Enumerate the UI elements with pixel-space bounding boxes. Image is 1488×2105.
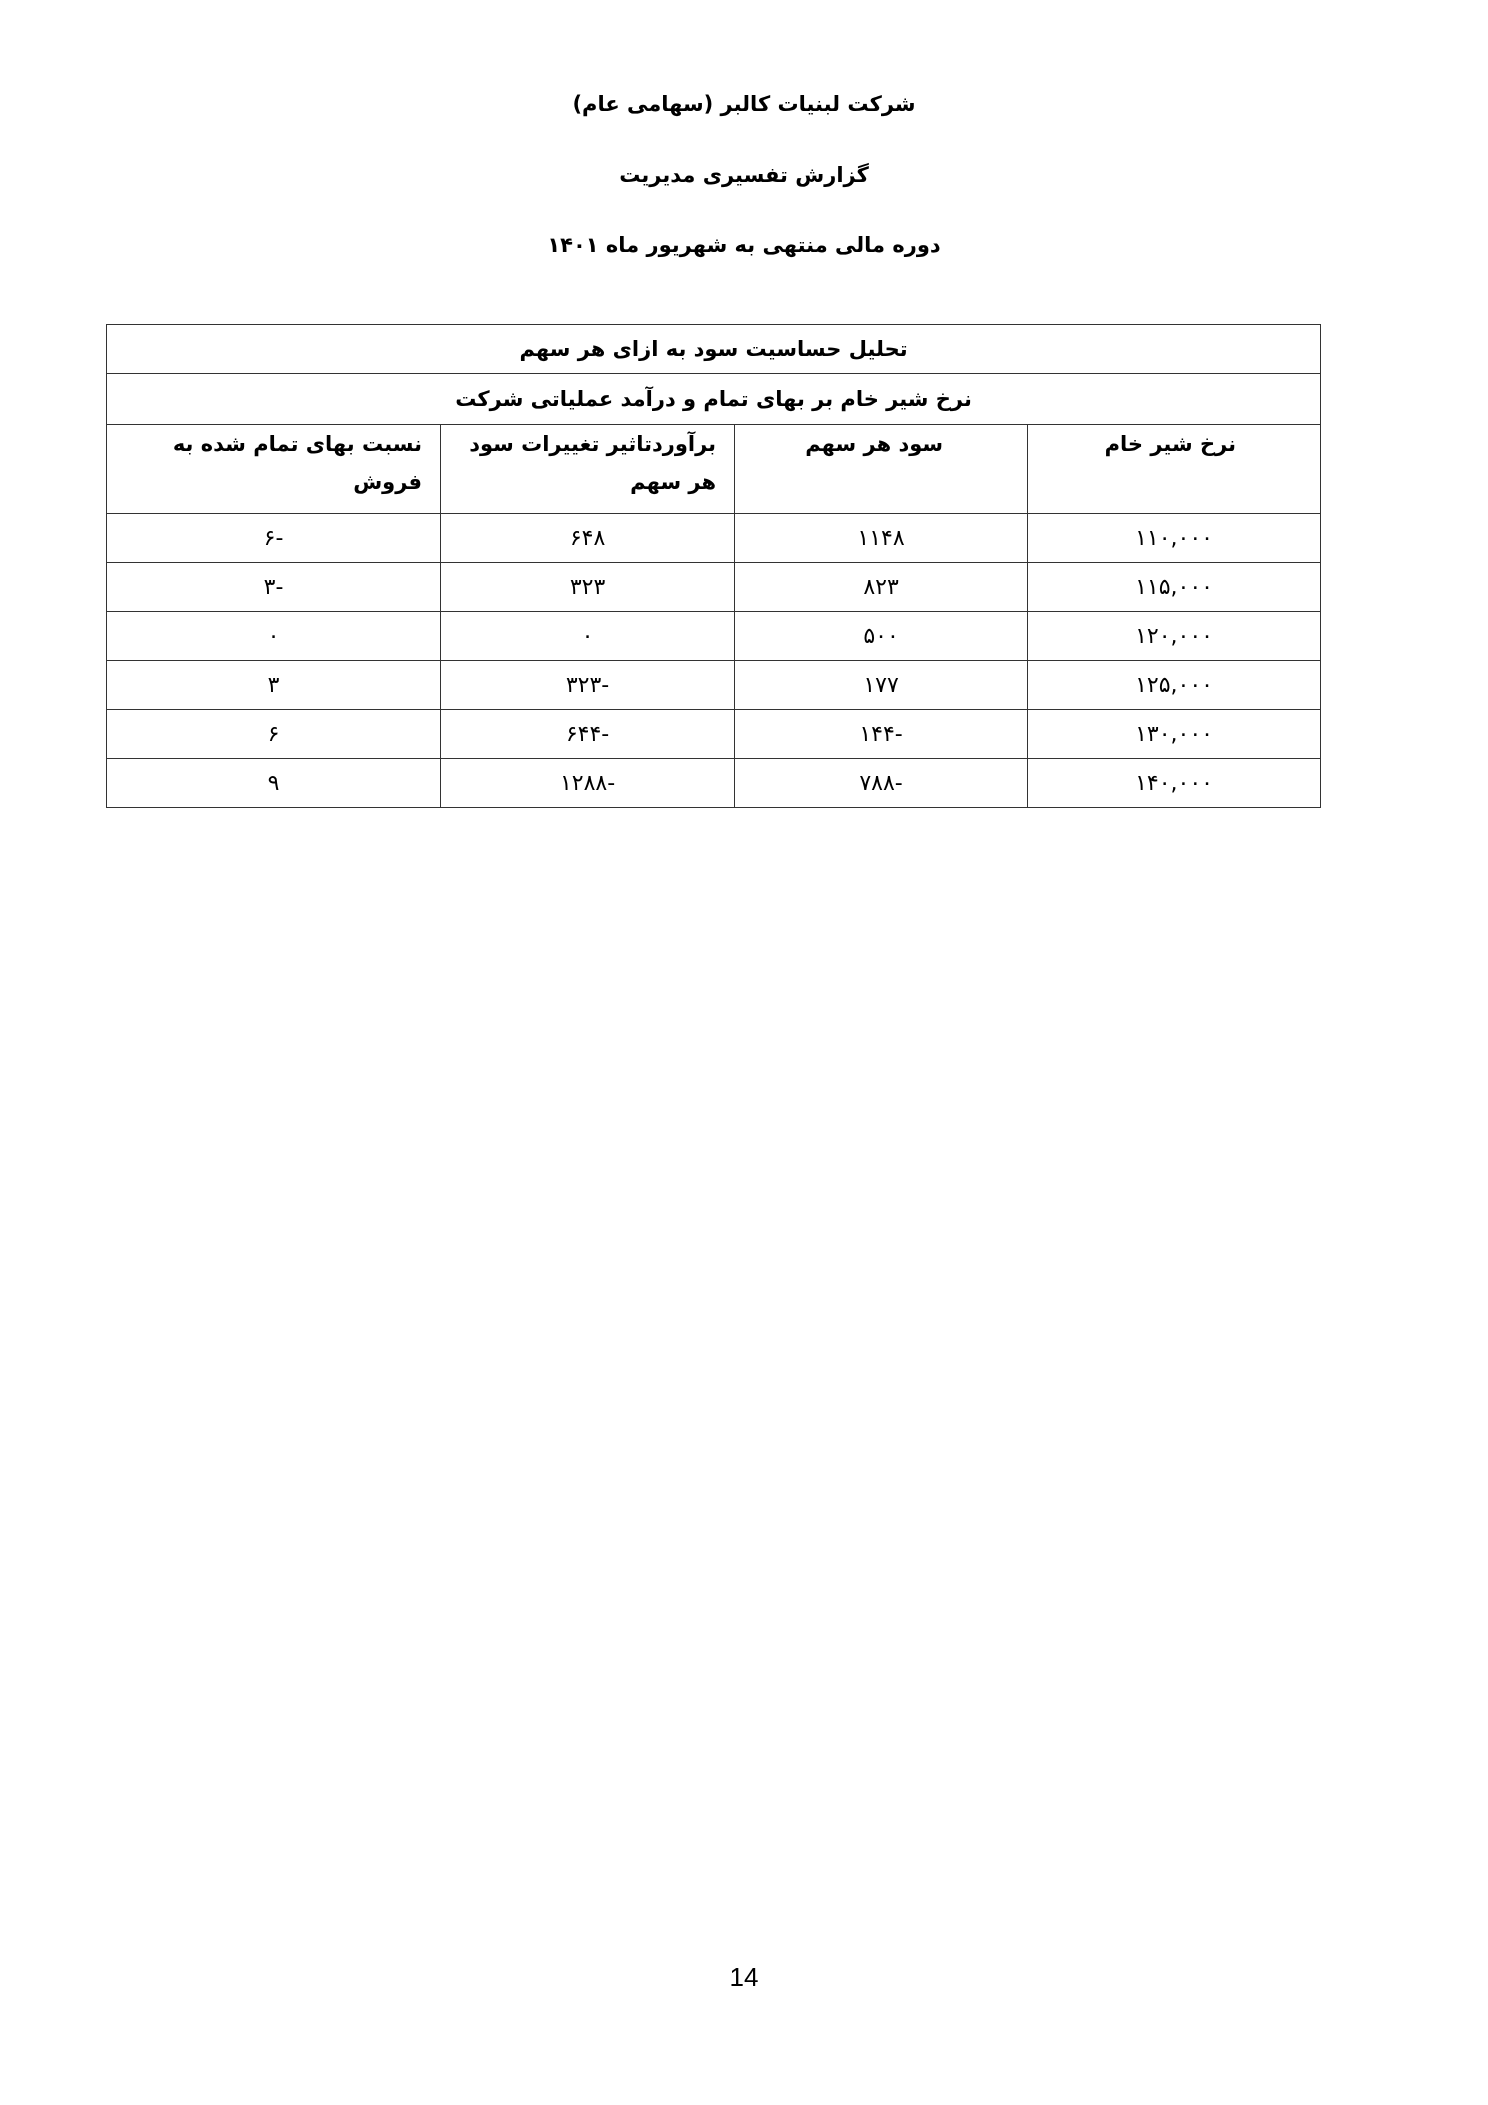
column-header-eps-impact: برآوردتاثیر تغییرات سود هر سهم — [441, 425, 735, 514]
cell-cost-to-sales-ratio: ۰ — [107, 612, 441, 661]
cell-raw-milk-rate: ۱۳۰,۰۰۰ — [1028, 710, 1321, 759]
cell-eps: ۸۲۳ — [735, 563, 1028, 612]
table-row — [107, 759, 1321, 808]
cell-eps-impact: ۰ — [441, 612, 735, 661]
cell-eps-impact: -۶۴۴ — [441, 710, 735, 759]
company-name: شرکت لبنیات کالبر (سهامی عام) — [572, 92, 916, 116]
cell-raw-milk-rate: ۱۲۰,۰۰۰ — [1028, 612, 1321, 661]
table-row — [107, 612, 1321, 661]
cell-cost-to-sales-ratio: -۶ — [107, 514, 441, 563]
column-header-cost-to-sales-ratio: نسبت بهای تمام شده به فروش — [107, 425, 441, 514]
table-row — [107, 514, 1321, 563]
table-subtitle: نرخ شیر خام بر بهای تمام و درآمد عملیاتی شرکت — [107, 374, 1321, 425]
table-title: تحلیل حساسیت سود به ازای هر سهم — [107, 325, 1321, 374]
cell-eps: ۵۰۰ — [735, 612, 1028, 661]
cell-eps-impact: ۳۲۳ — [441, 563, 735, 612]
page-number: 14 — [729, 1962, 759, 1992]
cell-eps: -۷۸۸ — [735, 759, 1028, 808]
fiscal-period: دوره مالی منتهی به شهریور ماه ۱۴۰۱ — [547, 233, 941, 257]
cell-eps-impact: -۱۲۸۸ — [441, 759, 735, 808]
table-row — [107, 710, 1321, 759]
column-header-eps: سود هر سهم — [735, 425, 1028, 514]
cell-cost-to-sales-ratio: ۳ — [107, 661, 441, 710]
cell-raw-milk-rate: ۱۴۰,۰۰۰ — [1028, 759, 1321, 808]
report-title: گزارش تفسیری مدیریت — [619, 163, 869, 187]
cell-raw-milk-rate: ۱۱۰,۰۰۰ — [1028, 514, 1321, 563]
sensitivity-table — [106, 324, 1321, 808]
cell-cost-to-sales-ratio: ۶ — [107, 710, 441, 759]
table-row — [107, 563, 1321, 612]
cell-cost-to-sales-ratio: -۳ — [107, 563, 441, 612]
cell-cost-to-sales-ratio: ۹ — [107, 759, 441, 808]
cell-eps: ۱۷۷ — [735, 661, 1028, 710]
column-header-raw-milk-rate: نرخ شیر خام — [1028, 425, 1321, 514]
cell-eps-impact: -۳۲۳ — [441, 661, 735, 710]
cell-eps-impact: ۶۴۸ — [441, 514, 735, 563]
cell-raw-milk-rate: ۱۲۵,۰۰۰ — [1028, 661, 1321, 710]
cell-eps: ۱۱۴۸ — [735, 514, 1028, 563]
cell-eps: -۱۴۴ — [735, 710, 1028, 759]
cell-raw-milk-rate: ۱۱۵,۰۰۰ — [1028, 563, 1321, 612]
table-row — [107, 661, 1321, 710]
